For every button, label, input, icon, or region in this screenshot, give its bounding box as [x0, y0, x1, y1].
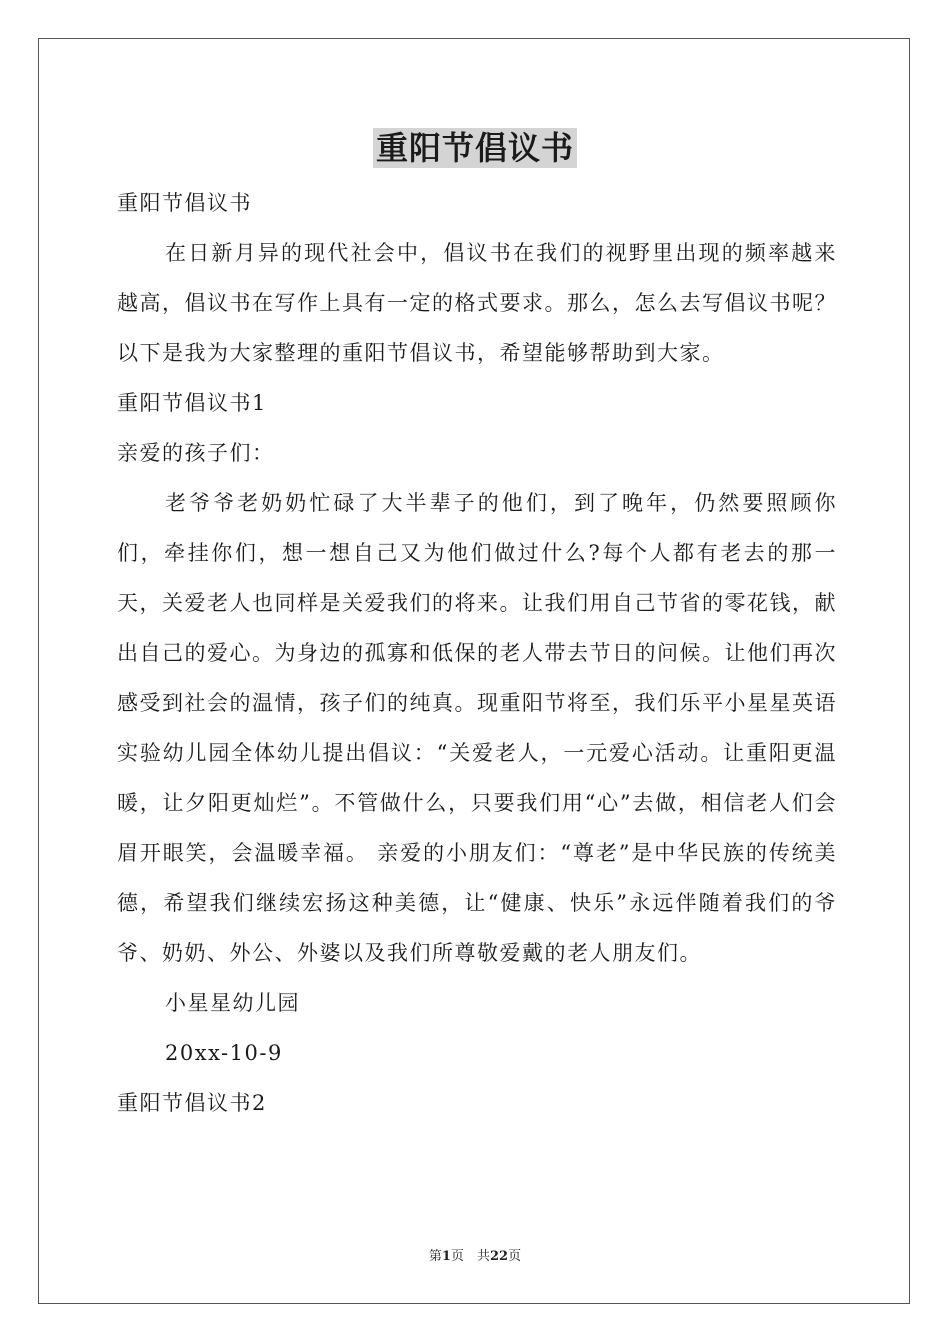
document-body	[117, 178, 837, 1128]
footer-page-prefix: 第	[428, 1249, 442, 1264]
title-container	[0, 128, 950, 168]
footer-page-mid: 页 共	[450, 1249, 490, 1264]
footer-page-current: 1	[441, 1249, 451, 1264]
footer-page-suffix: 页	[508, 1249, 522, 1264]
signature-line: 小星星幼儿园	[165, 991, 300, 1015]
page-footer	[0, 1248, 950, 1266]
section-heading-1: 重阳节倡议书1	[117, 391, 267, 415]
section-heading-2: 重阳节倡议书2	[117, 1091, 267, 1115]
intro-paragraph: 在日新月异的现代社会中，倡议书在我们的视野里出现的频率越来越高，倡议书在写作上具有一定的格式要求。那么，怎么去写倡议书呢？以下是我为大家整理的重阳节倡议书，希望能够帮助到大家。	[117, 241, 837, 365]
date-line: 20xx-10-9	[165, 1041, 283, 1065]
document-title: 重阳节倡议书	[373, 128, 577, 168]
salutation-line: 亲爱的孩子们：	[117, 441, 275, 465]
body-paragraph: 老爷爷老奶奶忙碌了大半辈子的他们，到了晚年，仍然要照顾你们，牵挂你们，想一想自己又为他们做过什么?每个人都有老去的那一天，关爱老人也同样是关爱我们的将来。让我们用自己节省的零花钱，献出自己的爱心。为身边的孤寡和低保的老人带去节日的问候。让他们再次感受到社会的温情，孩子们的纯真。现重阳节将至，我们乐平小星星英语实验幼儿园全体幼儿提出倡议：“关爱老人，一元爱心活动。让重阳更温暖，让夕阳更灿烂”。不管做什么，只要我们用“心”去做，相信老人们会眉开眼笑，会温暖幸福。 亲爱的小朋友们：“尊老”是中华民族的传统美德，希望我们继续宏扬这种美德，让“健康、快乐”永远伴随着我们的爷爷、奶奶、外公、外婆以及我们所尊敬爱戴的老人朋友们。	[117, 491, 837, 965]
subtitle-line: 重阳节倡议书	[117, 191, 252, 215]
footer-page-total: 22	[489, 1249, 509, 1264]
